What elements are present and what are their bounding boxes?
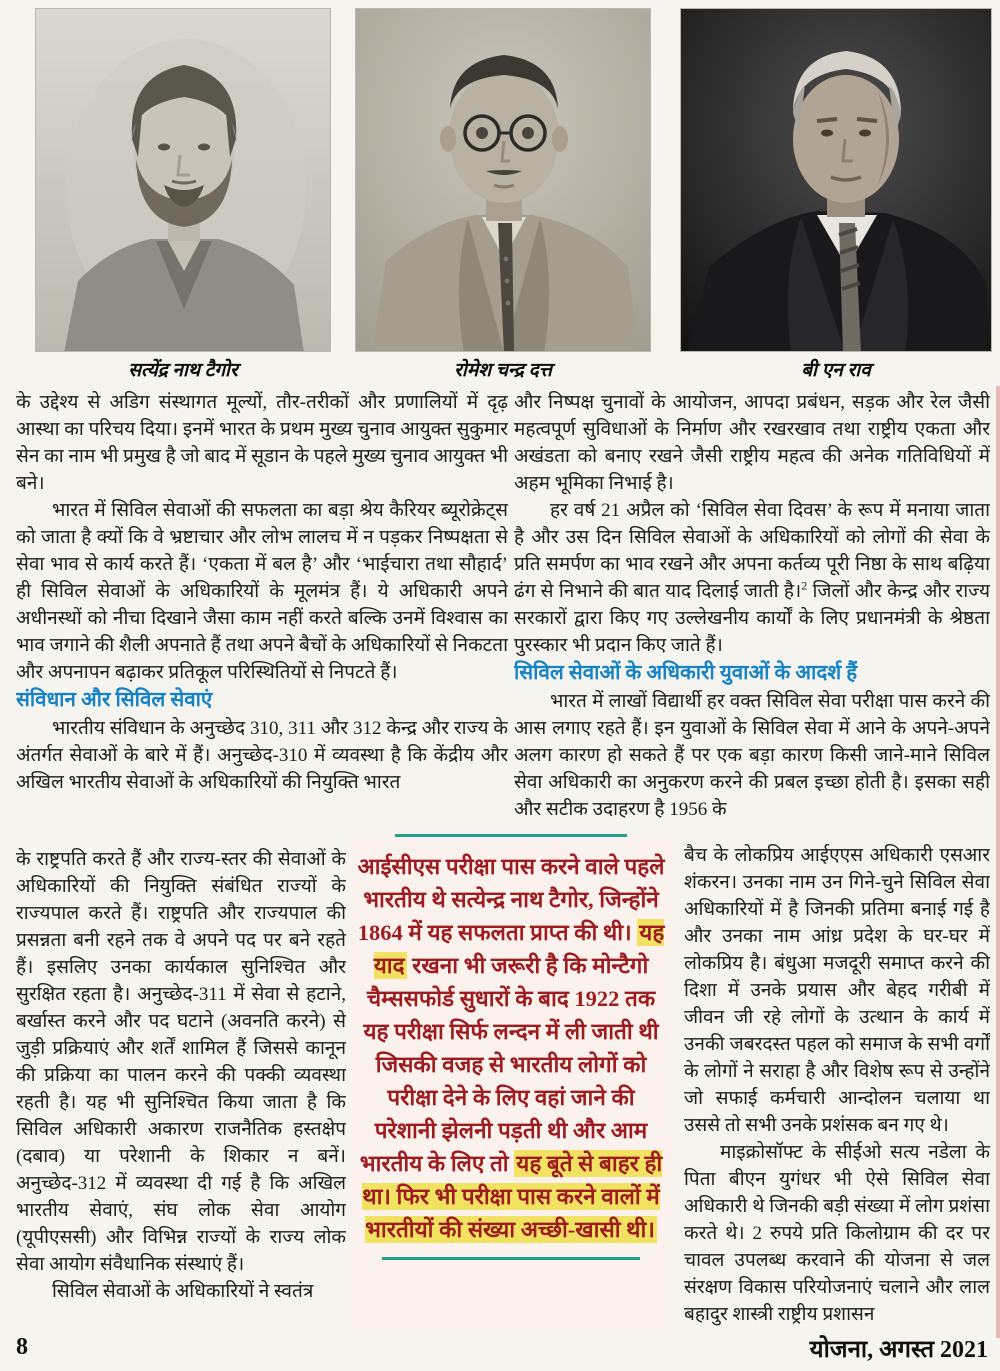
page-number: 8 [16, 1334, 28, 1360]
right-paragraph-2-text: हर वर्ष 21 अप्रैल को ‘सिविल सेवा दिवस’ के रूप में मनाया जाता है और उस दिन सिविल सेवाओं के अधिकारियों को लोगों की सेवा के प्रति समर्पण का भाव रखने और अपना कर्तव्य पूरी निष्ठा के साथ बढ़िया ढंग से निभाने की बात याद दिलाई जाती है। [514, 500, 990, 602]
quote-bottom-rule [382, 1257, 640, 1260]
journal-name-and-issue: योजना, अगस्त 2021 [809, 1337, 988, 1363]
romesh-chandra-dutt-portrait-illustration [356, 9, 651, 352]
section-heading-constitution-and-civil-services: संविधान और सिविल सेवाएं [16, 689, 213, 711]
left-column-upper [16, 389, 508, 846]
satyendra-nath-tagore-portrait-illustration [36, 9, 331, 352]
right-column-lower [684, 842, 990, 1333]
right-paragraph-3-continued: बैच के लोकप्रिय आईएएस अधिकारी एसआर शंकरन। उनका नाम उन गिने-चुने सिविल सेवा अधिकारियों में है जिनकी प्रतिमा बनाई गई है और उनका नाम आंध्र प्रदेश के घर-घर में लोकप्रिय है। बंधुआ मजदूरी समाप्त करने की दिशा में उनके प्रयास और बेहद गरीबी में जीवन जी रहे लोगों के उत्थान के कार्य में उनकी जबरदस्त पहल को समाज के सभी वर्गों के लोगों ने सराहा है और विशेष रूप से उन्होंने जो सफाई कर्मचारी आन्दोलन चलाया था उससे तो सभी उनके प्रशंसक बन गए थे। [684, 845, 990, 1136]
left-paragraph-2: भारत में सिविल सेवाओं की सफलता का बड़ा श्रेय कैरियर ब्यूरोक्रेट्स को जाता है क्यों कि वे भ्रष्टाचार और लोभ लालच में न पड़कर निष्पक्षता से सेवा भाव से कार्य करते हैं। ‘एकता में बल है’ और ‘भाईचारा तथा सौहार्द’ ही सिविल सेवाओं के अधिकारियों के मूलमंत्र हैं। ये अधिकारी अपने अधीनस्थों को नीचा दिखाने जैसा काम नहीं करते बल्कि उनमें विश्वास का भाव जगाने की शैली अपनाते हैं तथा अपने बैचों के अधिकारियों से निकटता और अपनापन बढ़ाकर प्रतिकूल परिस्थितियों से निपटते हैं। [16, 500, 508, 683]
pull-quote-text [350, 850, 672, 1246]
pull-quote-box [350, 834, 672, 1334]
left-paragraph-3: भारतीय संविधान के अनुच्छेद 310, 311 और 312 केन्द्र और राज्य के अंतर्गत सेवाओं के बारे में हैं। अनुच्छेद-310 में व्यवस्था है कि केंद्रीय और अखिल भारतीय सेवाओं के अधिकारियों की नियुक्ति भारत [16, 718, 508, 793]
left-paragraph-1: के उद्देश्य से अडिग संस्थागत मूल्यों, तौर-तरीकों और प्रणालियों में दृढ़ आस्था का परिचय दिया। इनमें भारत के प्रथम मुख्य चुनाव आयुक्त सुकुमार सेन का नाम भी प्रमुख है जो बाद में सूडान के पहले मुख्य चुनाव आयुक्त भी बने। [16, 392, 508, 494]
right-paragraph-2-continued: जिलों और केन्द्र और राज्य सरकारों द्वारा किए गए उल्लेखनीय कार्यों के लिए प्रधानमंत्री के श्रेष्ठता पुरस्कार भी प्रदान किए जाते हैं। [514, 581, 990, 656]
right-paragraph-2 [514, 497, 990, 659]
right-column-upper [514, 389, 990, 842]
left-paragraph-4: सिविल सेवाओं के अधिकारियों ने स्वतंत्र [52, 1281, 314, 1302]
quote-segment-2: रखना भी जरूरी है कि मोन्टैगो चैम्ससफोर्ड सुधारों के बाद 1922 तक यह परीक्षा सिर्फ लन्दन में ली जाती थी जिसकी वजह से भारतीय लोगों को परीक्षा देने के लिए वहां जाने की परेशानी झेलनी पड़ती थी और आम भारतीय के लिए तो [359, 953, 659, 1176]
page-edge-strip [996, 386, 1000, 1338]
right-paragraph-1: और निष्पक्ष चुनावों के आयोजन, आपदा प्रबंधन, सड़क और रेल जैसी महत्वपूर्ण सुविधाओं के निर्माण और रखरखाव तथा राष्ट्रीय एकता और अखंडता को बनाए रखने जैसी राष्ट्रीय महत्व की अनेक गतिविधियों में अहम भूमिका निभाई है। [514, 392, 990, 494]
left-column-lower [16, 846, 346, 1333]
section-heading-civil-servants-role-models: सिविल सेवाओं के अधिकारी युवाओं के आदर्श हैं [514, 662, 858, 684]
quote-segment-1: आईसीएस परीक्षा पास करने वाले पहले भारतीय थे सत्येन्द्र नाथ टैगोर, जिन्होंने 1864 में यह सफलता प्राप्त की थी। [357, 854, 665, 945]
photo-caption-satyendra-nath-tagore: सत्येंद्र नाथ टैगोर [128, 360, 238, 381]
portrait-photo-romesh-chandra-dutt [355, 8, 651, 352]
photo-caption-romesh-chandra-dutt: रोमेश चन्द्र दत्त [454, 360, 552, 381]
quote-highlight-1: यह याद [373, 920, 665, 978]
portrait-photo-b-n-rau [680, 8, 992, 352]
right-paragraph-4: माइक्रोसॉफ्ट के सीईओ सत्य नडेला के पिता बीएन युगंधर भी ऐसे सिविल सेवा अधिकारी थे जिनकी बड़ी संख्या में लोग प्रशंसा करते थे। 2 रुपये प्रति किलोग्राम की दर पर चावल उपलब्ध करवाने की योजना से जल संरक्षण विकास परियोजनाएं चलाने और लाल बहादुर शास्त्री राष्ट्रीय प्रशासन [684, 1142, 990, 1325]
photo-caption-b-n-rau: बी एन राव [801, 360, 871, 381]
quote-highlight-2: यह बूते से बाहर ही था। फिर भी परीक्षा पास करने वालों में भारतीयों की संख्या अच्छी-खासी थी। [362, 1151, 663, 1242]
left-paragraph-3-continued: के राष्ट्रपति करते हैं और राज्य-स्तर की सेवाओं के अधिकारियों की नियुक्ति संबंधित राज्यों के राज्यपाल करते हैं। राष्ट्रपति और राज्यपाल की प्रसन्नता बनी रहने तक वे अपने पद पर बने रहते हैं। इसलिए उनका कार्यकाल सुनिश्चित और सुरक्षित रहता है। अनुच्छेद-311 में सेवा से हटाने, बर्खास्त करने और पद घटाने (अवनति करने) से जुड़ी प्रक्रियाएं और शर्तें शामिल हैं जिससे कानून की प्रक्रिया का पालन करने की पक्की व्यवस्था रहती है। यह भी सुनिश्चित किया जाता है कि सिविल अधिकारी अकारण राजनैतिक हस्तक्षेप (दबाव) या परेशानी के शिकार न बनें। अनुच्छेद-312 में व्यवस्था दी गई है कि अखिल भारतीय सेवाएं, संघ लोक सेवा आयोग (यूपीएससी) और विभिन्न राज्यों के राज्य लोक सेवा आयोग संवैधानिक संस्थाएं हैं। [16, 849, 346, 1275]
portrait-photo-satyendra-nath-tagore [35, 8, 331, 352]
b-n-rau-portrait-illustration [681, 9, 992, 352]
footnote-marker: 2 [801, 578, 808, 593]
right-paragraph-3: भारत में लाखों विद्यार्थी हर वक्त सिविल सेवा परीक्षा पास करने की आस लगाए रहते हैं। इन युवाओं के सिविल सेवा में आने के अपने-अपने अलग कारण हो सकते हैं पर एक बड़ा कारण किसी जाने-माने सिविल सेवा अधिकारी का अनुकरण करने की प्रबल इच्छा होती है। इसका सही और सटीक उदाहरण है 1956 के [514, 691, 990, 820]
